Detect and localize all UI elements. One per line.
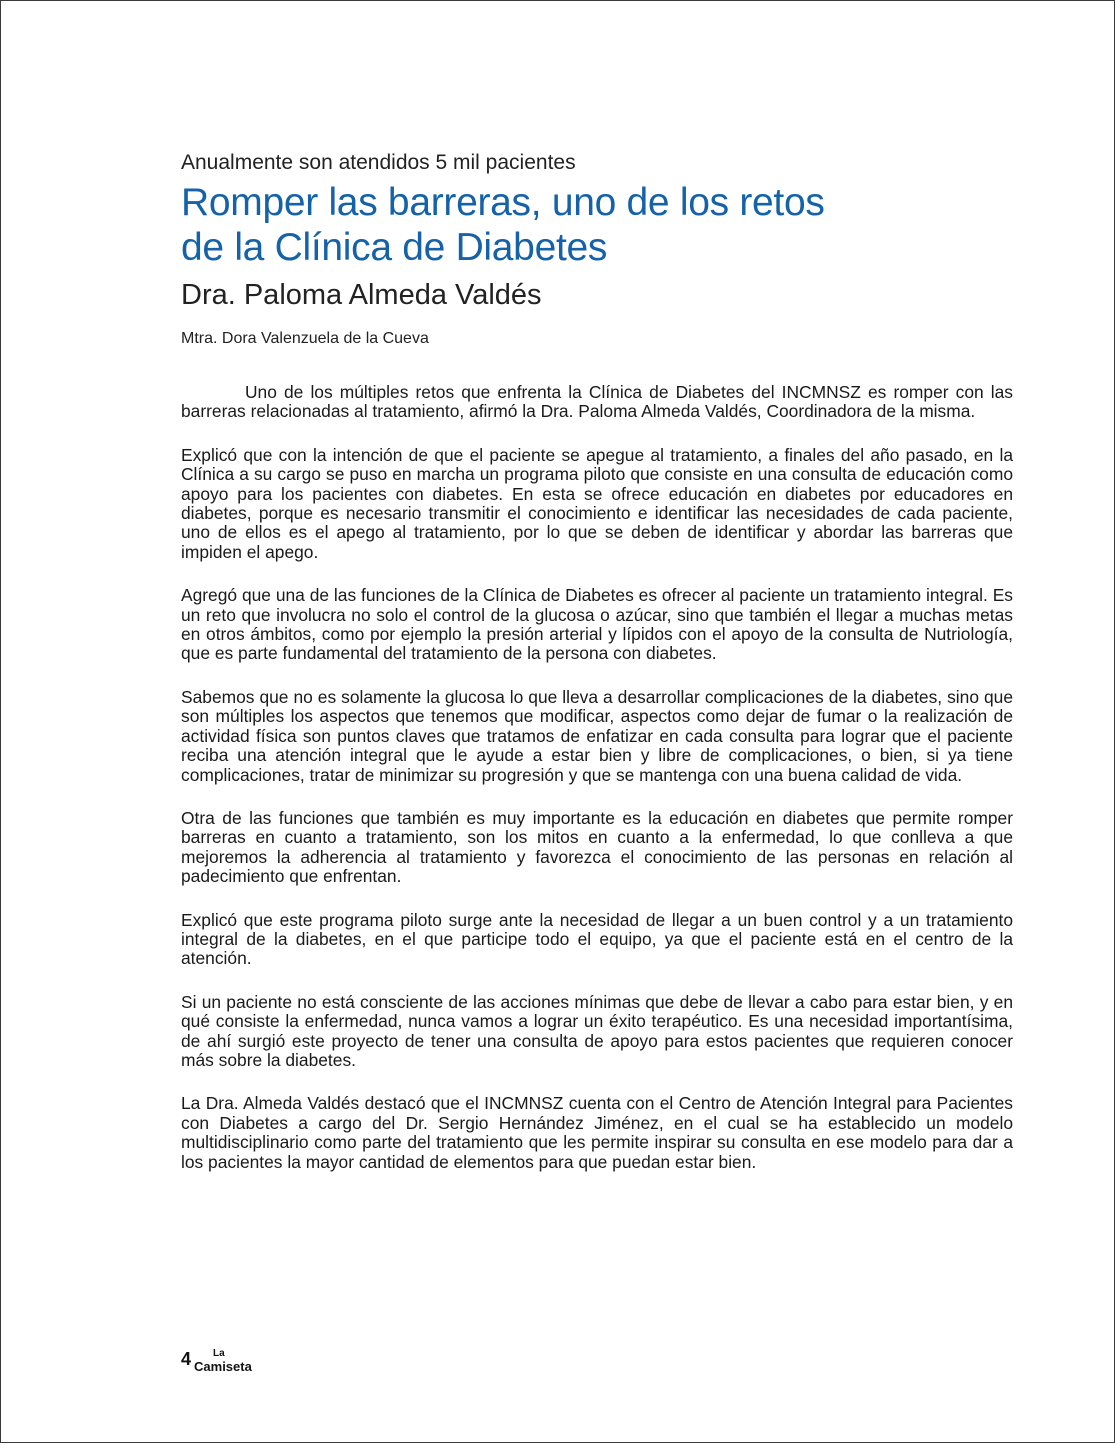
headline-line-1: Romper las barreras, uno de los retos [181,181,825,224]
body-paragraph: Uno de los múltiples retos que enfrenta la Clínica de Diabetes del INCMNSZ es romper con las barreras relacionadas al tratamiento, afirmó la Dra. Paloma Almeda Valdés, Coordinadora de la misma. [181,382,1013,422]
headline-line-2: de la Clínica de Diabetes [181,226,608,269]
page-footer [181,1348,252,1374]
body-paragraph: Si un paciente no está consciente de las acciones mínimas que debe de llevar a cabo para estar bien, y en qué consiste la enfermedad, nunca vamos a lograr un éxito terapéutico. Es una necesidad importantísima, de ahí surgió este proyecto de tener una consulta de apoyo para estos pacientes que requieren conocer más sobre la diabetes. [181,991,1013,1070]
article-kicker: Anualmente son atendidos 5 mil pacientes [181,151,576,174]
body-paragraph: Agregó que una de las funciones de la Clínica de Diabetes es ofrecer al paciente un tratamiento integral. Es un reto que involucra no solo el control de la glucosa o azúcar, sino que también el llegar a muchas metas en otros ámbitos, como por ejemplo la presión arterial y lípidos con el apoyo de la consulta de Nutriología, que es parte fundamental del tratamiento de la persona con diabetes. [181,585,1013,664]
doctor-name: Dra. Paloma Almeda Valdés [181,279,542,311]
article-body [181,383,1013,1172]
body-paragraph: Explicó que con la intención de que el paciente se apegue al tratamiento, a finales del año pasado, en la Clínica a su cargo se puso en marcha un programa piloto que consiste en una consulta de educación como apoyo para los pacientes con diabetes. En esta se ofrece educación en diabetes por educadores en diabetes, porque es necesario transmitir el conocimiento e identificar las necesidades de cada paciente, uno de ellos es el apego al tratamiento, por lo que se deben de identificar y abordar las barreras que impiden el apego. [181,444,1013,562]
publication-name-large: Camiseta [194,1359,252,1374]
publication-name [194,1348,252,1374]
article-headline [181,180,1013,270]
author-byline: Mtra. Dora Valenzuela de la Cueva [181,330,429,347]
body-paragraph: Explicó que este programa piloto surge ante la necesidad de llegar a un buen control y a un tratamiento integral de la diabetes, en el que participe todo el equipo, ya que el paciente está en el centro de la atención. [181,909,1013,969]
page-number: 4 [181,1349,192,1369]
body-paragraph: La Dra. Almeda Valdés destacó que el INCMNSZ cuenta con el Centro de Atención Integral para Pacientes con Diabetes a cargo del Dr. Sergio Hernández Jiménez, en el cual se ha establecido un modelo multidisciplinario como parte del tratamiento que les permite inspirar su consulta en ese modelo para dar a los pacientes la mayor cantidad de elementos para que puedan estar bien. [181,1093,1013,1172]
publication-name-small: La [213,1348,225,1359]
body-paragraph: Otra de las funciones que también es muy importante es la educación en diabetes que permite romper barreras en cuanto a tratamiento, son los mitos en cuanto a la enfermedad, lo que conlleva a que mejoremos la adherencia al tratamiento y favorezca el conocimiento de las personas en relación al padecimiento que enfrentan. [181,807,1013,887]
body-paragraph: Sabemos que no es solamente la glucosa lo que lleva a desarrollar complicaciones de la diabetes, sino que son múltiples los aspectos que tenemos que modificar, aspectos como dejar de fumar o la realización de actividad física son puntos claves que tratamos de enfatizar en cada consulta para lograr que el paciente reciba una atención integral que le ayude a estar bien y libre de complicaciones, o bien, si ya tiene complicaciones, tratar de minimizar su progresión y que se mantenga con una buena calidad de vida. [181,686,1013,785]
article [181,150,1013,1196]
